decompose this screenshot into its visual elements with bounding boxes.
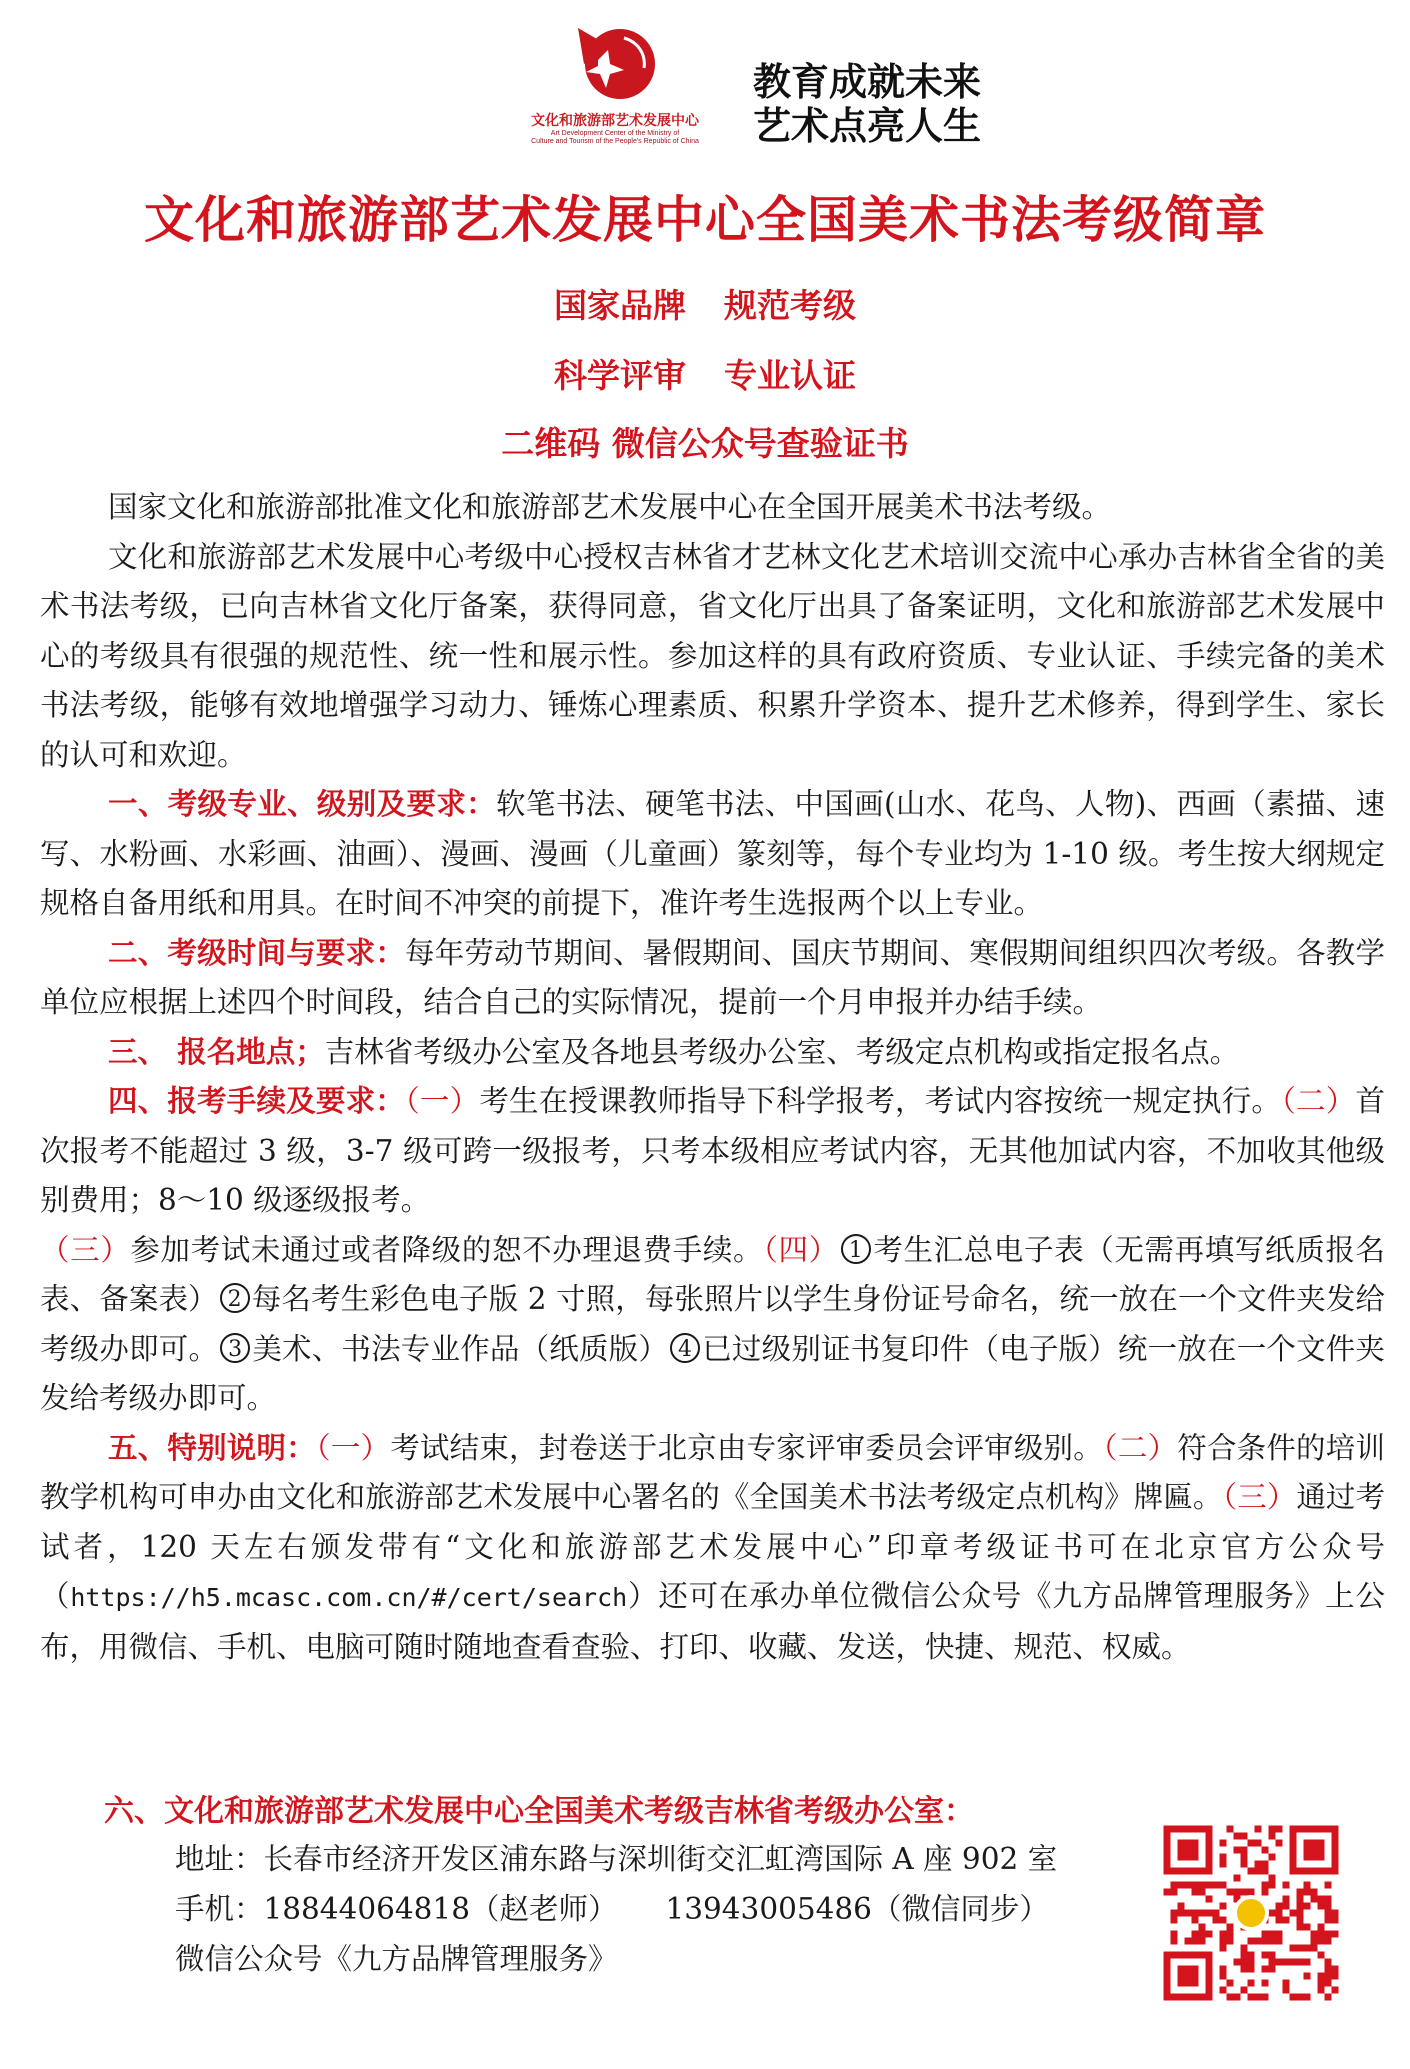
qr-module (1199, 1889, 1206, 1896)
qr-module (1262, 1889, 1269, 1896)
slogan-line: 艺术点亮人生 (753, 104, 982, 148)
qr-module (1311, 1938, 1318, 1945)
qr-module (1318, 1903, 1325, 1910)
qr-module (1248, 1889, 1255, 1896)
tagline (0, 280, 1410, 327)
section-6-heading: 六、文化和旅游部艺术发展中心全国美术考级吉林省考级办公室： (104, 1794, 974, 1829)
qr-module (1297, 1994, 1304, 2001)
qr-module (1269, 1938, 1276, 1945)
qr-module (1248, 1938, 1255, 1945)
qr-module (1262, 1938, 1269, 1945)
qr-module (1227, 1938, 1234, 1945)
qr-module (1332, 1931, 1339, 1938)
item-marker: （一） (315, 1430, 391, 1465)
qr-module (1206, 1910, 1213, 1917)
qr-module (1318, 1896, 1325, 1903)
section-text: 每年劳动节期间、暑假期间、国庆节期间、寒假期间组织四次考级。各教学单位应根据上述四个时间段，结合自己的实际情况，提前一个月申报并办结手续。 (40, 935, 1385, 1019)
section-text: 考生在授课教师指导下科学报考，考试内容按统一规定执行。 (479, 1084, 1282, 1118)
qr-module (1171, 1938, 1178, 1945)
contact-wechat: 微信公众号《九方品牌管理服务》 (175, 1942, 618, 1976)
qr-module (1283, 1882, 1290, 1889)
qr-module (1262, 1882, 1269, 1889)
qr-module (1290, 1945, 1297, 1952)
qr-module (1325, 1910, 1332, 1917)
contact-address: 地址：长春市经济开发区浦东路与深圳街交汇虹湾国际 A 座 902 室 (175, 1842, 1058, 1876)
qr-module (1234, 1847, 1241, 1854)
qr-module (1220, 1840, 1227, 1847)
qr-module (1297, 1917, 1304, 1924)
tagline-part: 二维码 微信公众号查验证书 (501, 424, 909, 463)
qr-module (1262, 1952, 1269, 1959)
qr-module (1220, 1931, 1227, 1938)
qr-module (1318, 1973, 1325, 1980)
qr-module (1276, 1826, 1283, 1833)
qr-module (1206, 1896, 1213, 1903)
tagline-part: 专业认证 (724, 356, 856, 395)
qr-module (1304, 1924, 1311, 1931)
qr-module (1241, 1945, 1248, 1952)
qr-module (1213, 1917, 1220, 1924)
qr-module (1178, 1910, 1185, 1917)
qr-module (1311, 1889, 1318, 1896)
qr-module (1241, 1833, 1248, 1840)
qr-module (1332, 1987, 1339, 1994)
section-4 (40, 1077, 1385, 1226)
section-text: 参加考试未通过或者降级的恕不办理退费手续。 (130, 1232, 764, 1267)
qr-module (1297, 1896, 1304, 1903)
qr-module (1234, 1889, 1241, 1896)
qr-module (1290, 1910, 1297, 1917)
qr-module (1325, 1917, 1332, 1924)
qr-module (1227, 1980, 1234, 1987)
circled-number: 3 (220, 1333, 250, 1363)
qr-module (1304, 1889, 1311, 1896)
qr-module (1248, 1840, 1255, 1847)
qr-module (1304, 1994, 1311, 2001)
qr-module (1178, 1903, 1185, 1910)
logo-org-english-line: Culture and Tourism of the People's Republic of China (531, 138, 699, 145)
qr-module (1318, 1987, 1325, 1994)
cert-search-url[interactable]: https://h5.mcasc.com.cn/#/cert/search (70, 1583, 628, 1612)
qr-module (1220, 1945, 1227, 1952)
item-marker: （二） (1102, 1430, 1178, 1465)
qr-module (1192, 1917, 1199, 1924)
section-text: 考试结束，封卷送于北京由专家评审委员会评审级别。 (390, 1430, 1103, 1465)
qr-module (1185, 1882, 1192, 1889)
qr-module (1325, 1938, 1332, 1945)
qr-module (1304, 1882, 1311, 1889)
qr-module (1311, 1896, 1318, 1903)
contact-phone: 手机：18844064818（赵老师） (175, 1892, 618, 1926)
qr-module (1269, 1875, 1276, 1882)
section-heading: 三、 报名地点； (108, 1034, 325, 1069)
qr-module (1325, 1896, 1332, 1903)
section-1 (40, 780, 1385, 929)
qr-module (1241, 1889, 1248, 1896)
contact-phones (175, 1886, 1049, 1928)
item-marker: （三） (1222, 1480, 1297, 1514)
qr-module (1248, 1959, 1255, 1966)
qr-module (1255, 1826, 1262, 1833)
qr-module (1234, 1994, 1241, 2001)
qr-finder (1304, 1840, 1325, 1861)
qr-module (1220, 1917, 1227, 1924)
qr-module (1297, 1959, 1304, 1966)
qr-module (1220, 1973, 1227, 1980)
qr-module (1276, 1917, 1283, 1924)
qr-module (1297, 1889, 1304, 1896)
item-marker: （一） (404, 1084, 480, 1118)
qr-module (1255, 1938, 1262, 1945)
slogan (753, 60, 981, 148)
qr-module (1269, 1854, 1276, 1861)
section-text: 符合条件的培训教学机构可申办由文化和旅游部艺术发展中心署名的《全国美术书法考级定点机构》牌匾。 (40, 1430, 1385, 1514)
qr-module (1255, 1994, 1262, 2001)
qr-module (1248, 1994, 1255, 2001)
qr-module (1241, 1987, 1248, 1994)
qr-module (1297, 1924, 1304, 1931)
section-2 (40, 929, 1385, 1028)
qr-module (1220, 1987, 1227, 1994)
qr-module (1283, 1959, 1290, 1966)
circled-number: 1 (841, 1234, 871, 1264)
tagline (0, 418, 1410, 465)
qr-module (1325, 1959, 1332, 1966)
qr-module (1276, 1903, 1283, 1910)
qr-module (1255, 1868, 1262, 1875)
qr-module (1199, 1924, 1206, 1931)
qr-module (1234, 1833, 1241, 1840)
qr-module (1220, 1938, 1227, 1945)
qr-module (1171, 1889, 1178, 1896)
qr-module (1297, 1945, 1304, 1952)
section-text: ）还可在承办单位微信公众号《九方品牌管理服务》上公布，用微信、手机、电脑可随时随地查看查验、打印、收藏、发送，快捷、规范、权威。 (40, 1579, 1385, 1664)
page-title: 文化和旅游部艺术发展中心全国美术书法考级简章 (144, 190, 1266, 249)
qr-module (1304, 1945, 1311, 1952)
qr-module (1248, 1980, 1255, 1987)
qr-module (1269, 1882, 1276, 1889)
qr-module (1262, 1980, 1269, 1987)
qr-module (1283, 1980, 1290, 1987)
qr-module (1332, 1917, 1339, 1924)
qr-module (1241, 1966, 1248, 1973)
qr-module (1220, 1966, 1227, 1973)
qr-module (1185, 1938, 1192, 1945)
qr-module (1171, 1917, 1178, 1924)
qr-module (1206, 1882, 1213, 1889)
section-text: 软笔书法、硬笔书法、中国画(山水、花鸟、人物)、西画（素描、速写、水粉画、水彩画、油画）、漫画、漫画（儿童画）篆刻等，每个专业均为 1-10 级。考生按大纲规定规格自备用纸和用具。在时间不冲突的前提下，准许考生选报两个以上专业。 (40, 787, 1385, 920)
qr-module (1325, 1931, 1332, 1938)
qr-module (1318, 1924, 1325, 1931)
qr-module (1199, 1910, 1206, 1917)
qr-module (1241, 1861, 1248, 1868)
section-text: 吉林省考级办公室及各地县考级办公室、考级定点机构或指定报名点。 (324, 1034, 1240, 1069)
qr-module (1220, 1903, 1227, 1910)
section-heading: 五、特别说明： (108, 1430, 316, 1465)
qr-module (1311, 1931, 1318, 1938)
qr-module (1262, 1847, 1269, 1854)
qr-module (1318, 1931, 1325, 1938)
qr-module (1192, 1938, 1199, 1945)
qr-module (1241, 1959, 1248, 1966)
qr-module (1325, 1966, 1332, 1973)
qr-code-icon (1163, 1825, 1339, 2001)
section-heading: 四、报考手续及要求： (108, 1084, 405, 1118)
section-text: 每名考生彩色电子版 2 寸照，每张照片以学生身份证号命名，统一放在一个文件夹发给考级办即可。 (40, 1282, 1385, 1366)
qr-module (1213, 1910, 1220, 1917)
qr-module (1304, 1973, 1311, 1980)
qr-module (1325, 1994, 1332, 2001)
qr-module (1269, 1833, 1276, 1840)
qr-module (1276, 1840, 1283, 1847)
qr-module (1297, 1903, 1304, 1910)
qr-module (1199, 1938, 1206, 1945)
qr-module (1332, 1966, 1339, 1973)
qr-module (1262, 1861, 1269, 1868)
circled-number: 2 (220, 1283, 250, 1313)
qr-module (1269, 1826, 1276, 1833)
qr-module (1332, 1973, 1339, 1980)
qr-module (1325, 1980, 1332, 1987)
qr-module (1283, 1903, 1290, 1910)
qr-module (1248, 1952, 1255, 1959)
qr-module (1171, 1882, 1178, 1889)
qr-module (1248, 1868, 1255, 1875)
qr-module (1290, 1994, 1297, 2001)
section-5 (40, 1424, 1385, 1673)
qr-module (1206, 1931, 1213, 1938)
qr-module (1262, 1868, 1269, 1875)
qr-module (1283, 1896, 1290, 1903)
section-text: 考生汇总电子表（无需再填写纸质报名表、备案表） (40, 1232, 1385, 1316)
wechat-qr-code[interactable] (1163, 1825, 1339, 2001)
qr-module (1283, 1987, 1290, 1994)
qr-module (1171, 1910, 1178, 1917)
item-marker: （四） (763, 1232, 839, 1267)
contact-phone: 13943005486（微信同步） (665, 1892, 1049, 1926)
qr-module (1213, 1882, 1220, 1889)
qr-module (1255, 1840, 1262, 1847)
qr-finder (1178, 1966, 1199, 1987)
logo-org-name: 文化和旅游部艺术发展中心 (531, 113, 699, 129)
qr-finder (1178, 1840, 1199, 1861)
qr-module (1276, 1910, 1283, 1917)
qr-module (1220, 1854, 1227, 1861)
item-marker: （二） (1281, 1084, 1356, 1118)
qr-module (1304, 1903, 1311, 1910)
qr-module (1241, 1847, 1248, 1854)
qr-module (1185, 1910, 1192, 1917)
section-heading: 一、考级专业、级别及要求： (108, 787, 497, 821)
qr-module (1241, 1854, 1248, 1861)
qr-module (1220, 1882, 1227, 1889)
qr-module (1325, 1882, 1332, 1889)
tagline-part: 科学评审 (554, 356, 686, 395)
logo-org-english-line: Art Development Center of the Ministry of (550, 130, 680, 137)
qr-module (1269, 1959, 1276, 1966)
section-text: 通过考试者，120 天左右颁发带有“文化和旅游部艺术发展中心”印章考级证书可在北京官方公众号（ (40, 1480, 1385, 1613)
qr-module (1220, 1861, 1227, 1868)
section-heading: 二、考级时间与要求： (108, 935, 406, 970)
qr-module (1241, 1952, 1248, 1959)
section-3 (40, 1028, 1385, 1078)
qr-module (1276, 1959, 1283, 1966)
qr-module (1192, 1889, 1199, 1896)
qr-module (1325, 1973, 1332, 1980)
qr-module (1318, 1980, 1325, 1987)
qr-module (1199, 1931, 1206, 1938)
qr-module (1234, 1875, 1241, 1882)
red-star-emblem-icon (572, 20, 658, 106)
qr-module (1227, 1924, 1234, 1931)
tagline-part: 国家品牌 (554, 286, 686, 325)
item-marker: （三） (40, 1232, 131, 1267)
qr-module (1283, 1917, 1290, 1924)
org-logo (500, 20, 730, 170)
section-4-cont (40, 1226, 1385, 1424)
qr-module (1227, 1931, 1234, 1938)
intro-paragraph: 文化和旅游部艺术发展中心考级中心授权吉林省才艺林文化艺术培训交流中心承办吉林省全省的美术书法考级，已向吉林省文化厅备案，获得同意，省文化厅出具了备案证明，文化和旅游部艺术发展中心的考级具有很强的规范性、统一性和展示性。参加这样的具有政府资质、专业认证、手续完备的美术书法考级，能够有效地增强学习动力、锤炼心理素质、积累升学资本、提升艺术修养，得到学生、家长的认可和欢迎。 (40, 539, 1385, 772)
qr-module (1325, 1903, 1332, 1910)
qr-module (1192, 1882, 1199, 1889)
qr-module (1192, 1910, 1199, 1917)
qr-module (1248, 1966, 1255, 1973)
section-text: 首次报考不能超过 3 级，3-7 级可跨一级报考，只考本级相应考试内容，无其他加试内容，不加收其他级别费用；8～10 级逐级报考。 (40, 1084, 1385, 1217)
qr-module (1269, 1910, 1276, 1917)
qr-center-logo (1235, 1897, 1267, 1929)
qr-module (1311, 1945, 1318, 1952)
qr-module (1304, 1959, 1311, 1966)
section-text: 美术、书法专业作品（纸质版） (252, 1331, 669, 1366)
qr-module (1227, 1889, 1234, 1896)
qr-module (1318, 1938, 1325, 1945)
qr-module (1199, 1882, 1206, 1889)
qr-module (1227, 1826, 1234, 1833)
tagline-part: 规范考级 (724, 286, 856, 325)
qr-module (1269, 1931, 1276, 1938)
section-text: 已过级别证书复印件（电子版）统一放在一个文件夹发给考级办即可。 (40, 1331, 1385, 1415)
qr-module (1262, 1966, 1269, 1973)
qr-module (1227, 1994, 1234, 2001)
qr-module (1171, 1931, 1178, 1938)
qr-module (1178, 1882, 1185, 1889)
qr-module (1234, 1959, 1241, 1966)
circled-number: 4 (670, 1333, 700, 1363)
intro-paragraph: 国家文化和旅游部批准文化和旅游部艺术发展中心在全国开展美术书法考级。 (108, 490, 1112, 524)
qr-module (1297, 1910, 1304, 1917)
qr-module (1318, 1952, 1325, 1959)
qr-module (1269, 1952, 1276, 1959)
body-content (40, 483, 1385, 1672)
qr-module (1192, 1931, 1199, 1938)
qr-module (1276, 1938, 1283, 1945)
qr-module (1290, 1959, 1297, 1966)
qr-module (1276, 1931, 1283, 1938)
qr-module (1332, 1910, 1339, 1917)
qr-module (1262, 1931, 1269, 1938)
tagline (0, 350, 1410, 397)
qr-module (1262, 1994, 1269, 2001)
qr-module (1255, 1861, 1262, 1868)
qr-module (1269, 1966, 1276, 1973)
qr-module (1164, 1889, 1171, 1896)
slogan-line: 教育成就未来 (753, 60, 982, 104)
